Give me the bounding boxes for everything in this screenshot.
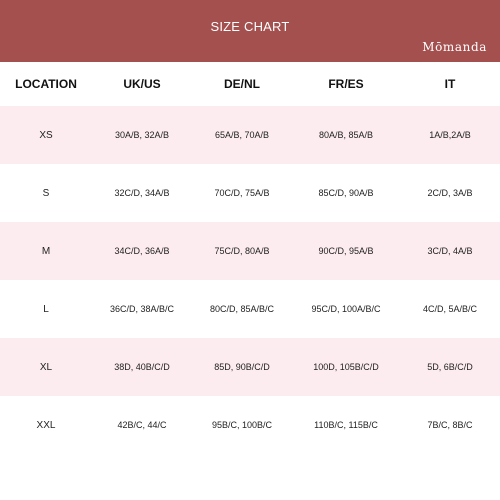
column-header-uk-us: UK/US [123, 77, 161, 91]
size-label: XS [39, 129, 53, 141]
size-chart-header [0, 0, 500, 62]
table-cell: 75C/D, 80A/B [214, 246, 270, 256]
table-cell: 3C/D, 4A/B [427, 246, 473, 256]
size-label: XL [39, 361, 53, 373]
table-row [0, 222, 500, 280]
table-cell: 34C/D, 36A/B [114, 246, 170, 256]
table-cell: 36C/D, 38A/B/C [109, 304, 175, 314]
table-cell: 30A/B, 32A/B [114, 130, 170, 140]
table-cell: 1A/B,2A/B [429, 130, 471, 140]
table-cell: 85C/D, 90A/B [318, 188, 374, 198]
table-cell: 80A/B, 85A/B [318, 130, 374, 140]
table-row [0, 338, 500, 396]
size-label: M [41, 245, 51, 257]
table-cell: 100D, 105B/C/D [313, 362, 379, 372]
table-cell: 42B/C, 44/C [117, 420, 167, 430]
table-cell: 95C/D, 100A/B/C [311, 304, 381, 314]
table-cell: 32C/D, 34A/B [114, 188, 170, 198]
table-cell: 5D, 6B/C/D [427, 362, 473, 372]
table-cell: 110B/C, 115B/C [314, 420, 378, 430]
table-header-row [0, 62, 500, 106]
column-header-location: LOCATION [15, 77, 77, 91]
size-label: XXL [36, 419, 56, 431]
table-header [0, 62, 500, 106]
table-cell: 65A/B, 70A/B [214, 130, 270, 140]
table-cell: 38D, 40B/C/D [114, 362, 170, 372]
size-label: S [42, 187, 50, 199]
table-cell: 7B/C, 8B/C [427, 420, 473, 430]
table-row [0, 106, 500, 164]
table-row [0, 396, 500, 454]
table-cell: 4C/D, 5A/B/C [422, 304, 478, 314]
table-row [0, 164, 500, 222]
brand-logo-text: Mōmanda [422, 40, 487, 54]
table-cell: 80C/D, 85A/B/C [209, 304, 275, 314]
table-cell: 95B/C, 100B/C [211, 420, 273, 430]
column-header-it: IT [444, 77, 456, 91]
table-row [0, 280, 500, 338]
table-cell: 70C/D, 75A/B [214, 188, 270, 198]
column-header-de-nl: DE/NL [224, 77, 260, 91]
table-cell: 90C/D, 95A/B [318, 246, 374, 256]
table-body [0, 106, 500, 454]
table-cell: 85D, 90B/C/D [214, 362, 270, 372]
page-title: SIZE CHART [210, 19, 290, 34]
size-chart-table [0, 62, 500, 454]
column-header-fr-es: FR/ES [328, 77, 364, 91]
size-label: L [43, 303, 49, 315]
table-cell: 2C/D, 3A/B [427, 188, 473, 198]
